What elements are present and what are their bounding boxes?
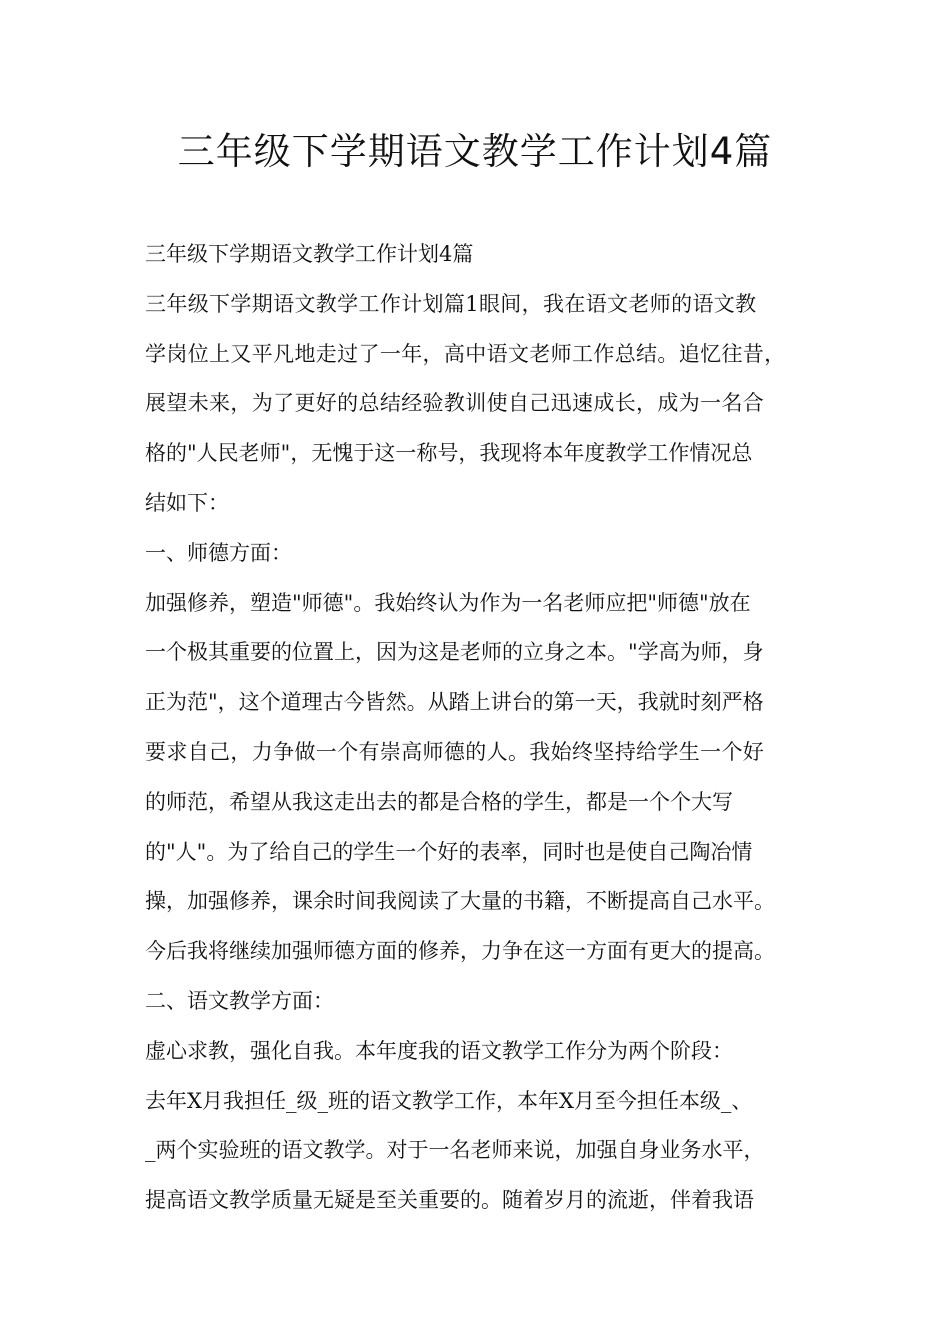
document-title: 三年级下学期语文教学工作计划4篇 xyxy=(177,130,773,173)
body-line: 提高语文教学质量无疑是至关重要的。随着岁月的流逝，伴着我语 xyxy=(145,1188,754,1213)
body-line: 展望未来，为了更好的总结经验教训使自己迅速成长，成为一名合 xyxy=(145,391,765,416)
body-line: 一个极其重要的位置上，因为这是老师的立身之本。"学高为师，身 xyxy=(145,640,764,665)
body-line: 正为范"，这个道理古今皆然。从踏上讲台的第一天，我就时刻严格 xyxy=(145,690,764,715)
body-line: 去年X月我担任_级_班的语文教学工作，本年X月至今担任本级_、 xyxy=(145,1088,753,1113)
body-line: 的师范，希望从我这走出去的都是合格的学生，都是一个个大写 xyxy=(145,789,733,814)
section-heading: 一、师德方面： xyxy=(145,540,292,565)
body-line: 操，加强修养，课余时间我阅读了大量的书籍，不断提高自己水平。 xyxy=(145,889,775,914)
body-line: 加强修养，塑造"师德"。我始终认为作为一名老师应把"师德"放在 xyxy=(145,590,751,615)
body-line: 学岗位上又平凡地走过了一年，高中语文老师工作总结。追忆往昔， xyxy=(145,341,786,366)
body-line: 三年级下学期语文教学工作计划4篇 xyxy=(145,242,474,266)
body-line: _两个实验班的语文教学。对于一名老师来说，加强自身业务水平， xyxy=(145,1138,765,1163)
body-line: 格的"人民老师"，无愧于这一称号，我现将本年度教学工作情况总 xyxy=(145,441,753,466)
body-line: 今后我将继续加强师德方面的修养，力争在这一方面有更大的提高。 xyxy=(145,939,775,964)
body-line: 结如下： xyxy=(145,490,229,515)
body-line: 要求自己，力争做一个有崇高师德的人。我始终坚持给学生一个好 xyxy=(145,739,765,764)
body-line: 的"人"。为了给自己的学生一个好的表率，同时也是使自己陶冶情 xyxy=(145,839,753,864)
body-line: 三年级下学期语文教学工作计划篇1眼间，我在语文老师的语文教 xyxy=(145,291,757,316)
body-line: 虚心求教，强化自我。本年度我的语文教学工作分为两个阶段： xyxy=(145,1038,733,1063)
document-body xyxy=(145,230,815,1226)
section-heading: 二、语文教学方面： xyxy=(145,988,334,1013)
